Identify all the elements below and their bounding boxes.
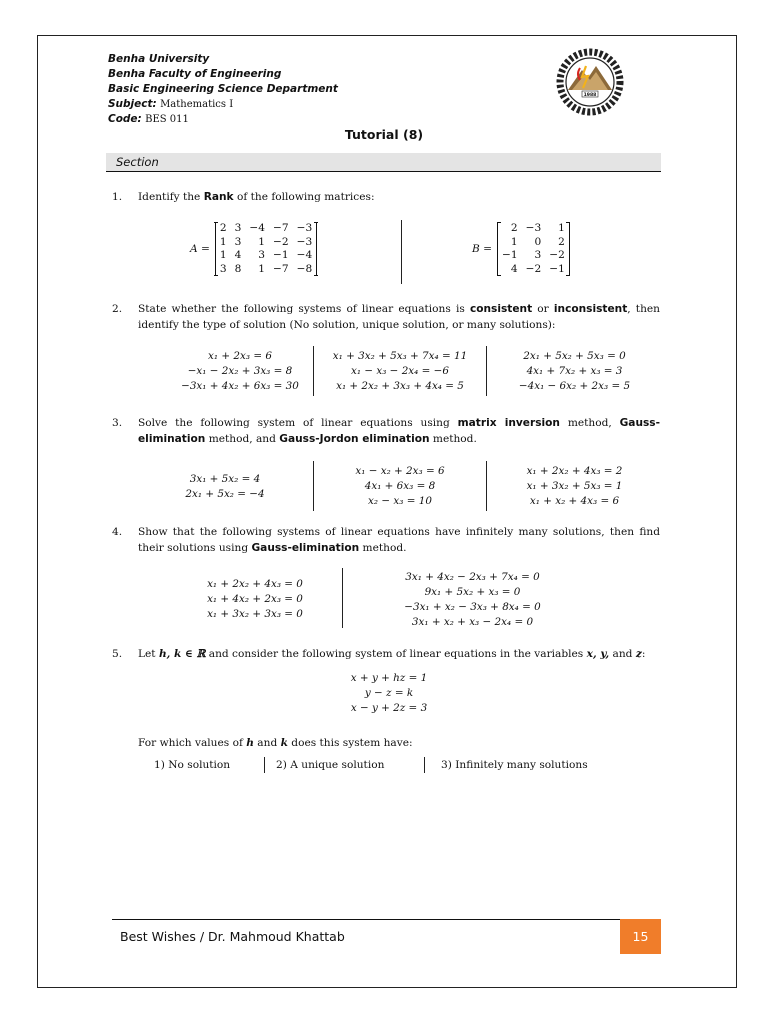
system-2a: x₁ + 2x₃ = 6 −x₁ − 2x₂ + 3x₃ = 8 −3x₁ + 4x₂ + 6x₃ = 30 xyxy=(181,350,299,392)
header-block xyxy=(108,52,338,127)
question-number: 1. xyxy=(112,191,123,203)
divider xyxy=(401,220,402,284)
section-bar xyxy=(106,153,661,172)
question-4: 4. Show that the following systems of linear equations have infinitely many solutions, then find their solutions using Gauss-elimination method. xyxy=(112,526,660,554)
matrix-row xyxy=(215,249,316,263)
subject-label: Subject: xyxy=(108,98,157,110)
question-3: 3. Solve the following system of linear equations using matrix inversion method, Gauss-elimination method, and Gauss-Jordon elimination method. xyxy=(112,417,661,445)
subject-line xyxy=(108,97,338,112)
subject-value: Mathematics I xyxy=(160,99,234,110)
matrix-cell: 3 xyxy=(234,222,242,235)
question-number: 3. xyxy=(112,417,123,429)
matrix-a xyxy=(190,222,317,276)
matrix-cell: 2 xyxy=(219,222,227,235)
matrix-cell: 3 xyxy=(534,249,542,262)
system-4a: x₁ + 2x₂ + 4x₃ = 0 x₁ + 4x₂ + 2x₃ = 0 x₁ + 3x₂ + 3x₃ = 0 xyxy=(207,578,303,620)
question-2: 2. State whether the following systems of linear equations is consistent or inconsistent, then identify the type of solution (No solution, unique solution, or many solutions): xyxy=(112,303,660,331)
matrix-cell: 1 xyxy=(219,235,227,248)
matrix-cell: 1 xyxy=(558,222,565,235)
question-number: 2. xyxy=(112,303,123,315)
matrix-bracket-tick xyxy=(214,275,218,276)
matrix-cell: 4 xyxy=(234,249,242,262)
question-1: 1. Identify the Rank of the following matrices: xyxy=(112,191,375,203)
matrix-cell: −2 xyxy=(525,262,542,275)
matrix-cell: −3 xyxy=(296,235,313,248)
section-label: Section xyxy=(116,155,159,169)
matrix-bracket-tick xyxy=(566,222,570,223)
matrix-row xyxy=(498,222,570,236)
footer-rule xyxy=(112,919,620,920)
matrix-row xyxy=(215,222,316,236)
matrix-cell: −7 xyxy=(273,262,289,275)
matrix-cell: 1 xyxy=(258,262,266,275)
matrix-cell: −4 xyxy=(296,249,313,262)
matrix-cell: −4 xyxy=(249,222,266,235)
matrix-cell: −1 xyxy=(502,249,518,262)
divider xyxy=(486,346,487,396)
system-3a: 3x₁ + 5x₂ = 4 2x₁ + 5x₂ = −4 xyxy=(185,473,265,500)
divider xyxy=(313,346,314,396)
matrix-cell: 2 xyxy=(510,222,518,235)
option-1: 1) No solution xyxy=(154,759,231,771)
system-3c: x₁ + 2x₂ + 4x₃ = 2 x₁ + 3x₂ + 5x₃ = 1 x₁ + x₂ + 4x₃ = 6 xyxy=(526,465,623,507)
faculty-logo-icon xyxy=(552,44,628,120)
code-line xyxy=(108,112,338,127)
matrix-bracket-tick xyxy=(497,275,501,276)
matrix-cell: 3 xyxy=(258,249,266,262)
code-label: Code: xyxy=(108,113,142,125)
matrix-cell: 0 xyxy=(534,235,542,248)
matrix-cell: −8 xyxy=(296,262,313,275)
divider xyxy=(313,461,314,511)
footer-signature: Best Wishes / Dr. Mahmoud Khattab xyxy=(120,929,345,944)
option-2: 2) A unique solution xyxy=(276,759,385,771)
question-5: 5. Let h, k ∈ ℝ and consider the following system of linear equations in the variables x, y, and z: xyxy=(112,648,646,660)
department-name: Basic Engineering Science Department xyxy=(108,83,338,95)
matrix-row xyxy=(215,236,316,250)
university-name: Benha University xyxy=(108,53,210,65)
matrix-bracket-tick xyxy=(497,222,501,223)
matrix-bracket-tick xyxy=(314,275,318,276)
matrix-row xyxy=(498,249,570,263)
matrix-row xyxy=(215,263,316,277)
matrix-cell: 2 xyxy=(558,235,565,248)
matrix-cell: 3 xyxy=(234,235,242,248)
logo-year: 1988 xyxy=(583,93,597,98)
page-number: 15 xyxy=(620,919,661,954)
matrix-cell: 1 xyxy=(219,249,227,262)
matrix-cell: 8 xyxy=(234,262,242,275)
question-5-prompt: For which values of h and k does this system have: xyxy=(138,737,413,749)
matrix-cell: −3 xyxy=(296,222,313,235)
page-title: Tutorial (8) xyxy=(344,127,424,142)
matrix-bracket-tick xyxy=(214,222,218,223)
matrix-bracket-tick xyxy=(566,275,570,276)
matrix-b xyxy=(472,222,570,276)
system-4b: 3x₁ + 4x₂ − 2x₃ + 7x₄ = 0 9x₁ + 5x₂ + x₃ = 0 −3x₁ + x₂ − 3x₃ + 8x₄ = 0 3x₁ + x₂ + x₃ − 2x₄ = 0 xyxy=(404,571,541,628)
matrix-cell: −2 xyxy=(549,249,565,262)
matrix-b-table xyxy=(497,222,570,276)
matrix-row xyxy=(498,263,570,277)
divider xyxy=(264,757,265,773)
question-number: 5. xyxy=(112,648,123,660)
matrix-b-name: B = xyxy=(472,243,493,255)
matrix-a-table xyxy=(215,222,317,276)
matrix-cell: −2 xyxy=(273,235,289,248)
matrix-cell: 3 xyxy=(219,262,227,275)
code-value: BES 011 xyxy=(145,114,189,125)
divider xyxy=(486,461,487,511)
matrix-cell: 1 xyxy=(258,235,266,248)
matrix-row xyxy=(498,236,570,250)
page-frame xyxy=(37,35,737,988)
divider xyxy=(342,568,343,628)
system-2b: x₁ + 3x₂ + 5x₃ + 7x₄ = 11 x₁ − x₃ − 2x₄ = −6 x₁ + 2x₂ + 3x₃ + 4x₄ = 5 xyxy=(332,350,468,392)
matrix-cell: 4 xyxy=(510,262,518,275)
divider xyxy=(424,757,425,773)
system-5: x + y + hz = 1 y − z = k x − y + 2z = 3 xyxy=(350,672,428,714)
matrix-cell: −3 xyxy=(525,222,542,235)
matrix-cell: −1 xyxy=(273,249,289,262)
matrix-cell: −7 xyxy=(273,222,289,235)
matrix-cell: −1 xyxy=(549,262,565,275)
matrix-bracket-tick xyxy=(314,222,318,223)
faculty-name: Benha Faculty of Engineering xyxy=(108,68,282,80)
matrix-a-name: A = xyxy=(190,243,210,255)
system-3b: x₁ − x₂ + 2x₃ = 6 4x₁ + 6x₃ = 8 x₂ − x₃ = 10 xyxy=(355,465,445,507)
question-number: 4. xyxy=(112,526,123,538)
option-3: 3) Infinitely many solutions xyxy=(441,759,588,771)
matrix-cell: 1 xyxy=(510,235,518,248)
system-2c: 2x₁ + 5x₂ + 5x₃ = 0 4x₁ + 7x₂ + x₃ = 3 −4x₁ − 6x₂ + 2x₃ = 5 xyxy=(518,350,631,392)
